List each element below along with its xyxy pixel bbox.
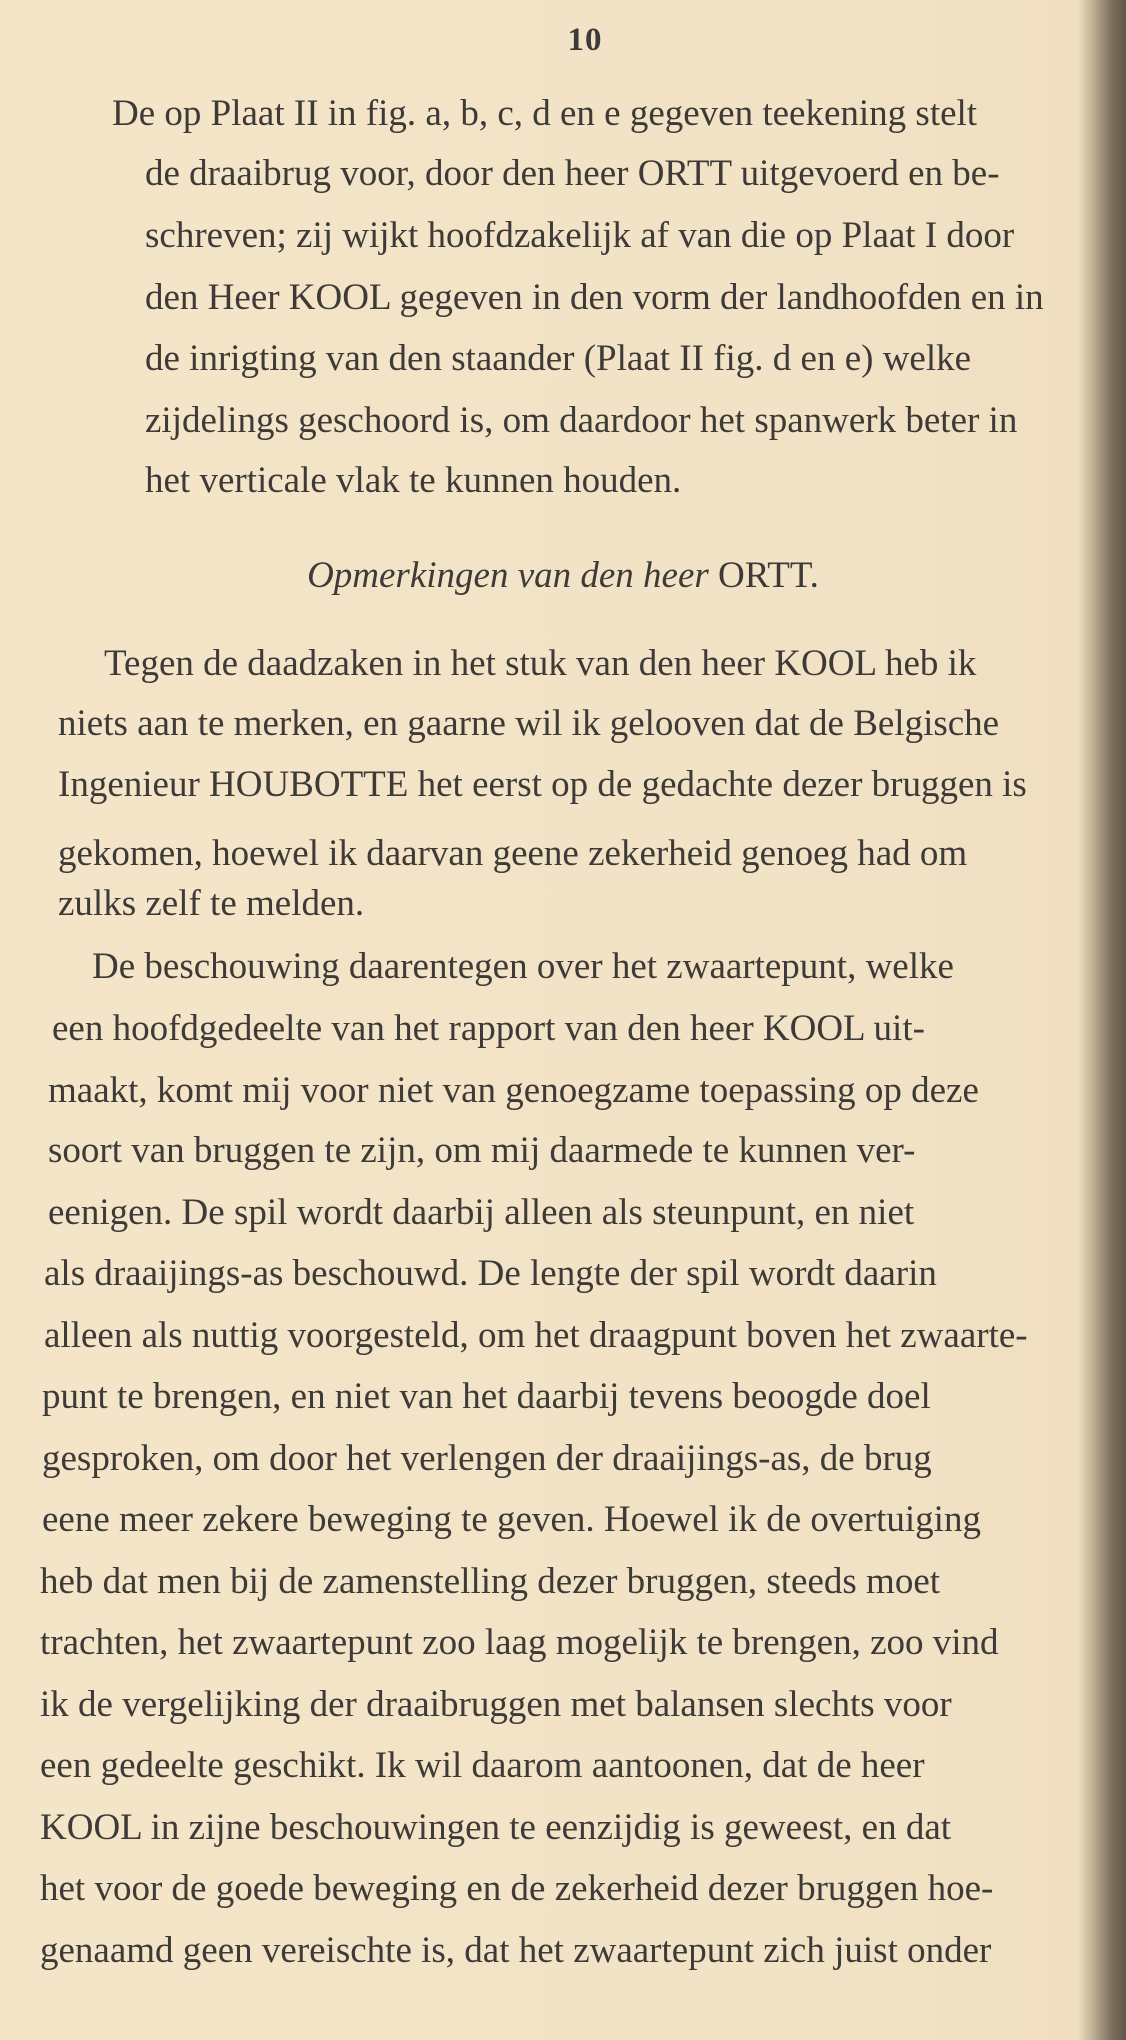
text-line: de draaibrug voor, door den heer ORTT uitgevoerd en be- bbox=[145, 153, 1000, 194]
text-line: schreven; zij wijkt hoofdzakelijk af van die op Plaat I door bbox=[145, 215, 1015, 256]
text-line: trachten, het zwaartepunt zoo laag mogelijk te brengen, zoo vind bbox=[40, 1622, 999, 1663]
heading-italic: Opmerkingen van den heer bbox=[307, 555, 709, 596]
text-line: den Heer KOOL gegeven in den vorm der landhoofden en in bbox=[145, 277, 1044, 318]
text-line: de inrigting van den staander (Plaat II fig. d en e) welke bbox=[145, 338, 972, 379]
text-line: ik de vergelijking der draaibruggen met balansen slechts voor bbox=[40, 1684, 952, 1725]
text-line: het verticale vlak te kunnen houden. bbox=[145, 460, 682, 501]
page-edge-shadow bbox=[1078, 0, 1126, 2040]
text-line: soort van bruggen te zijn, om mij daarmede te kunnen ver- bbox=[48, 1130, 916, 1171]
text-line: alleen als nuttig voorgesteld, om het draagpunt boven het zwaarte- bbox=[44, 1315, 1028, 1356]
text-line: als draaijings-as beschouwd. De lengte der spil wordt daarin bbox=[44, 1253, 937, 1294]
text-line: De beschouwing daarentegen over het zwaartepunt, welke bbox=[92, 946, 954, 987]
text-line: Ingenieur HOUBOTTE het eerst op de gedachte dezer bruggen is bbox=[58, 764, 1027, 805]
text-line: eene meer zekere beweging te geven. Hoewel ik de overtuiging bbox=[42, 1499, 981, 1540]
text-line: heb dat men bij de zamenstelling dezer bruggen, steeds moet bbox=[40, 1561, 941, 1602]
text-line: zijdelings geschoord is, om daardoor het spanwerk beter in bbox=[145, 400, 1018, 441]
text-line: eenigen. De spil wordt daarbij alleen als steunpunt, en niet bbox=[48, 1192, 915, 1233]
text-line: KOOL in zijne beschouwingen te eenzijdig is geweest, en dat bbox=[40, 1807, 952, 1848]
text-line: genaamd geen vereischte is, dat het zwaartepunt zich juist onder bbox=[40, 1930, 992, 1971]
heading-author: ORTT. bbox=[718, 555, 819, 596]
section-heading bbox=[0, 557, 1126, 594]
text-line: maakt, komt mij voor niet van genoegzame toepassing op deze bbox=[48, 1070, 979, 1111]
text-line: punt te brengen, en niet van het daarbij tevens beoogde doel bbox=[42, 1376, 931, 1417]
text-line: De op Plaat II in fig. a, b, c, d en e gegeven teekening stelt bbox=[112, 93, 978, 134]
text-line: gekomen, hoewel ik daarvan geene zekerheid genoeg had om bbox=[58, 833, 968, 874]
text-line: het voor de goede beweging en de zekerheid dezer bruggen hoe- bbox=[40, 1868, 994, 1909]
page-number: 10 bbox=[567, 22, 603, 58]
text-line: Tegen de daadzaken in het stuk van den heer KOOL heb ik bbox=[104, 643, 977, 684]
text-line: zulks zelf te melden. bbox=[58, 883, 365, 924]
text-line: een gedeelte geschikt. Ik wil daarom aantoonen, dat de heer bbox=[40, 1745, 925, 1786]
text-line: gesproken, om door het verlengen der draaijings-as, de brug bbox=[42, 1438, 932, 1479]
text-line: een hoofdgedeelte van het rapport van den heer KOOL uit- bbox=[52, 1008, 925, 1049]
text-line: niets aan te merken, en gaarne wil ik gelooven dat de Belgische bbox=[58, 703, 1000, 744]
